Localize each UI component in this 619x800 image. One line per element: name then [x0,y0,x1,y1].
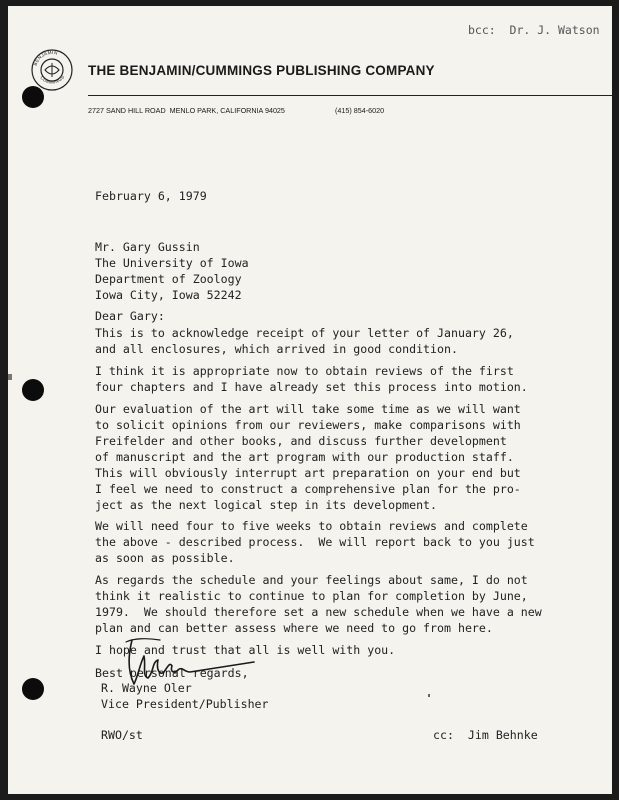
paragraph-line: Our evaluation of the art will take some time as we will want [95,402,521,416]
paragraph-line: as soon as possible. [95,551,235,565]
paragraph-line: This is to acknowledge receipt of your letter of January 26, [95,326,514,340]
paragraph-line: I hope and trust that all is well with you. [95,643,396,657]
paragraph-line: I think it is appropriate now to obtain reviews of the first [95,364,514,378]
signer-name: R. Wayne Oler [101,681,192,695]
recipient-line: Mr. Gary Gussin [95,240,200,254]
letter-date: February 6, 1979 [95,189,207,203]
company-address: 2727 SAND HILL ROAD MENLO PARK, CALIFORNIA 94025 [88,106,285,115]
page-mark [8,374,12,380]
salutation: Dear Gary: [95,309,165,323]
paragraph-line: four chapters and I have already set this process into motion. [95,380,528,394]
recipient-line: Iowa City, Iowa 52242 [95,288,242,302]
paragraph-line: plan and can better assess where we need to go from here. [95,621,493,635]
paragraph-line: 1979. We should therefore set a new schedule when we have a new [95,605,542,619]
letter-page [8,6,612,794]
signer-title: Vice President/Publisher [101,697,269,711]
typist-initials: RWO/st [101,728,143,742]
paragraph-line: and all enclosures, which arrived in good condition. [95,342,458,356]
recipient-line: Department of Zoology [95,272,242,286]
svg-text:BENJAMIN: BENJAMIN [32,49,59,67]
company-logo-icon [30,48,74,92]
company-name: THE BENJAMIN/CUMMINGS PUBLISHING COMPANY [88,63,435,78]
paragraph-line: As regards the schedule and your feelings about same, I do not [95,573,528,587]
paragraph-line: think it realistic to continue to plan for completion by June, [95,589,528,603]
paragraph-line: to solicit opinions from our reviewers, make comparisons with [95,418,521,432]
letterhead-rule [88,95,612,96]
paragraph-line: We will need four to five weeks to obtain reviews and complete [95,519,528,533]
paragraph-line: the above - described process. We will report back to you just [95,535,535,549]
bcc-note: bcc: Dr. J. Watson [468,23,600,37]
company-phone: (415) 854-6020 [335,106,385,115]
paragraph-line: I feel we need to construct a comprehensive plan for the pro- [95,482,521,496]
cc-note: cc: Jim Behnke [433,728,538,742]
paragraph-line: of manuscript and the art program with our production staff. [95,450,514,464]
paragraph-line: ject as the next logical step in its development. [95,498,438,512]
paragraph-line: This will obviously interrupt art preparation on your end but [95,466,521,480]
page-speck [428,694,430,697]
paragraph-line: Freifelder and other books, and discuss further development [95,434,507,448]
svg-text:CUMMINGS: CUMMINGS [39,74,66,85]
closing: Best personal regards, [95,666,249,680]
punch-hole-middle [22,379,44,401]
punch-hole-bottom [22,678,44,700]
recipient-line: The University of Iowa [95,256,249,270]
